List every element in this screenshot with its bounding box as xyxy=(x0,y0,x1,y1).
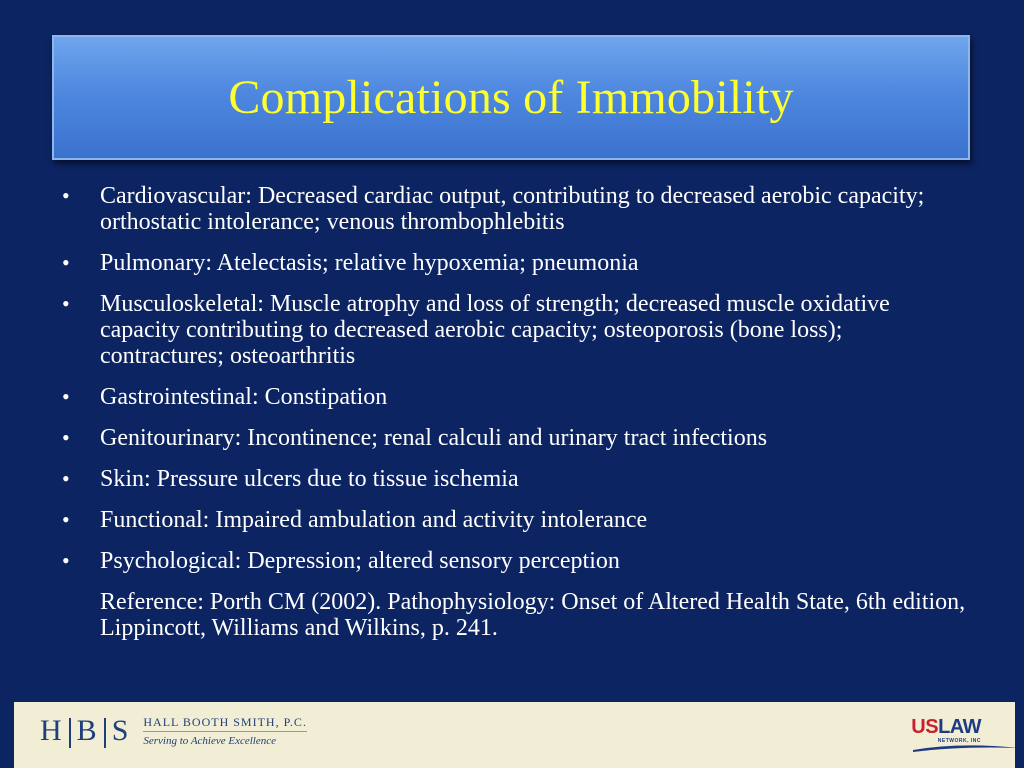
swoosh-icon xyxy=(911,740,1021,754)
bullet-dot: • xyxy=(62,291,70,316)
bullet-dot: • xyxy=(62,183,70,208)
bullet-item xyxy=(58,384,968,410)
bullet-text: Skin: Pressure ulcers due to tissue ischemia xyxy=(100,466,519,492)
footer-banner xyxy=(14,702,1015,768)
firm-tagline: Serving to Achieve Excellence xyxy=(143,731,307,748)
bullet-item xyxy=(58,548,968,574)
bullet-dot: • xyxy=(62,466,70,491)
hbs-divider xyxy=(104,718,106,748)
hbs-letter-s: S xyxy=(111,713,130,747)
firm-name: HALL BOOTH SMITH, P.C. xyxy=(143,714,307,729)
hbs-monogram xyxy=(40,714,129,748)
bullet-text: Psychological: Depression; altered sensory perception xyxy=(100,548,620,574)
bullet-item xyxy=(58,250,968,276)
bullet-text: Gastrointestinal: Constipation xyxy=(100,384,388,410)
bullet-text: Musculoskeletal: Muscle atrophy and loss of strength; decreased muscle oxidative capacity contributing to decreased aerobic capacity; osteoporosis (bone loss); contractures; osteoarthritis xyxy=(100,291,890,369)
bullet-text: Genitourinary: Incontinence; renal calculi and urinary tract infections xyxy=(100,425,768,451)
bullet-item xyxy=(58,507,968,533)
uslaw-logo xyxy=(911,716,981,752)
slide-title: Complications of Immobility xyxy=(228,71,794,124)
bullet-dot: • xyxy=(62,384,70,409)
bullet-dot: • xyxy=(62,548,70,573)
bullet-dot: • xyxy=(62,250,70,275)
slide-content xyxy=(58,183,968,641)
uslaw-subtext: NETWORK, INC xyxy=(937,738,981,744)
bullet-text: Cardiovascular: Decreased cardiac output, contributing to decreased aerobic capacity; orthostatic intolerance; venous thrombophlebitis xyxy=(100,183,925,235)
title-box xyxy=(52,35,970,160)
bullet-dot: • xyxy=(62,507,70,532)
hbs-logo xyxy=(40,710,307,752)
uslaw-law-text: LAW xyxy=(938,716,981,738)
hbs-divider xyxy=(69,718,71,748)
bullet-item xyxy=(58,183,968,235)
bullet-item xyxy=(58,425,968,451)
hbs-letter-b: B xyxy=(76,713,98,747)
reference-text: Reference: Porth CM (2002). Pathophysiology: Onset of Altered Health State, 6th edition, Lippincott, Williams and Wilkins, p. 241. xyxy=(100,589,966,641)
bullet-item xyxy=(58,291,968,369)
bullet-dot: • xyxy=(62,425,70,450)
bullet-item xyxy=(58,466,968,492)
uslaw-us-text: US xyxy=(911,716,939,738)
bullet-text: Pulmonary: Atelectasis; relative hypoxemia; pneumonia xyxy=(100,250,639,276)
bullet-text: Functional: Impaired ambulation and activity intolerance xyxy=(100,507,648,533)
hbs-text-block xyxy=(143,715,307,748)
bullet-list xyxy=(58,183,968,574)
hbs-letter-h: H xyxy=(40,713,63,747)
